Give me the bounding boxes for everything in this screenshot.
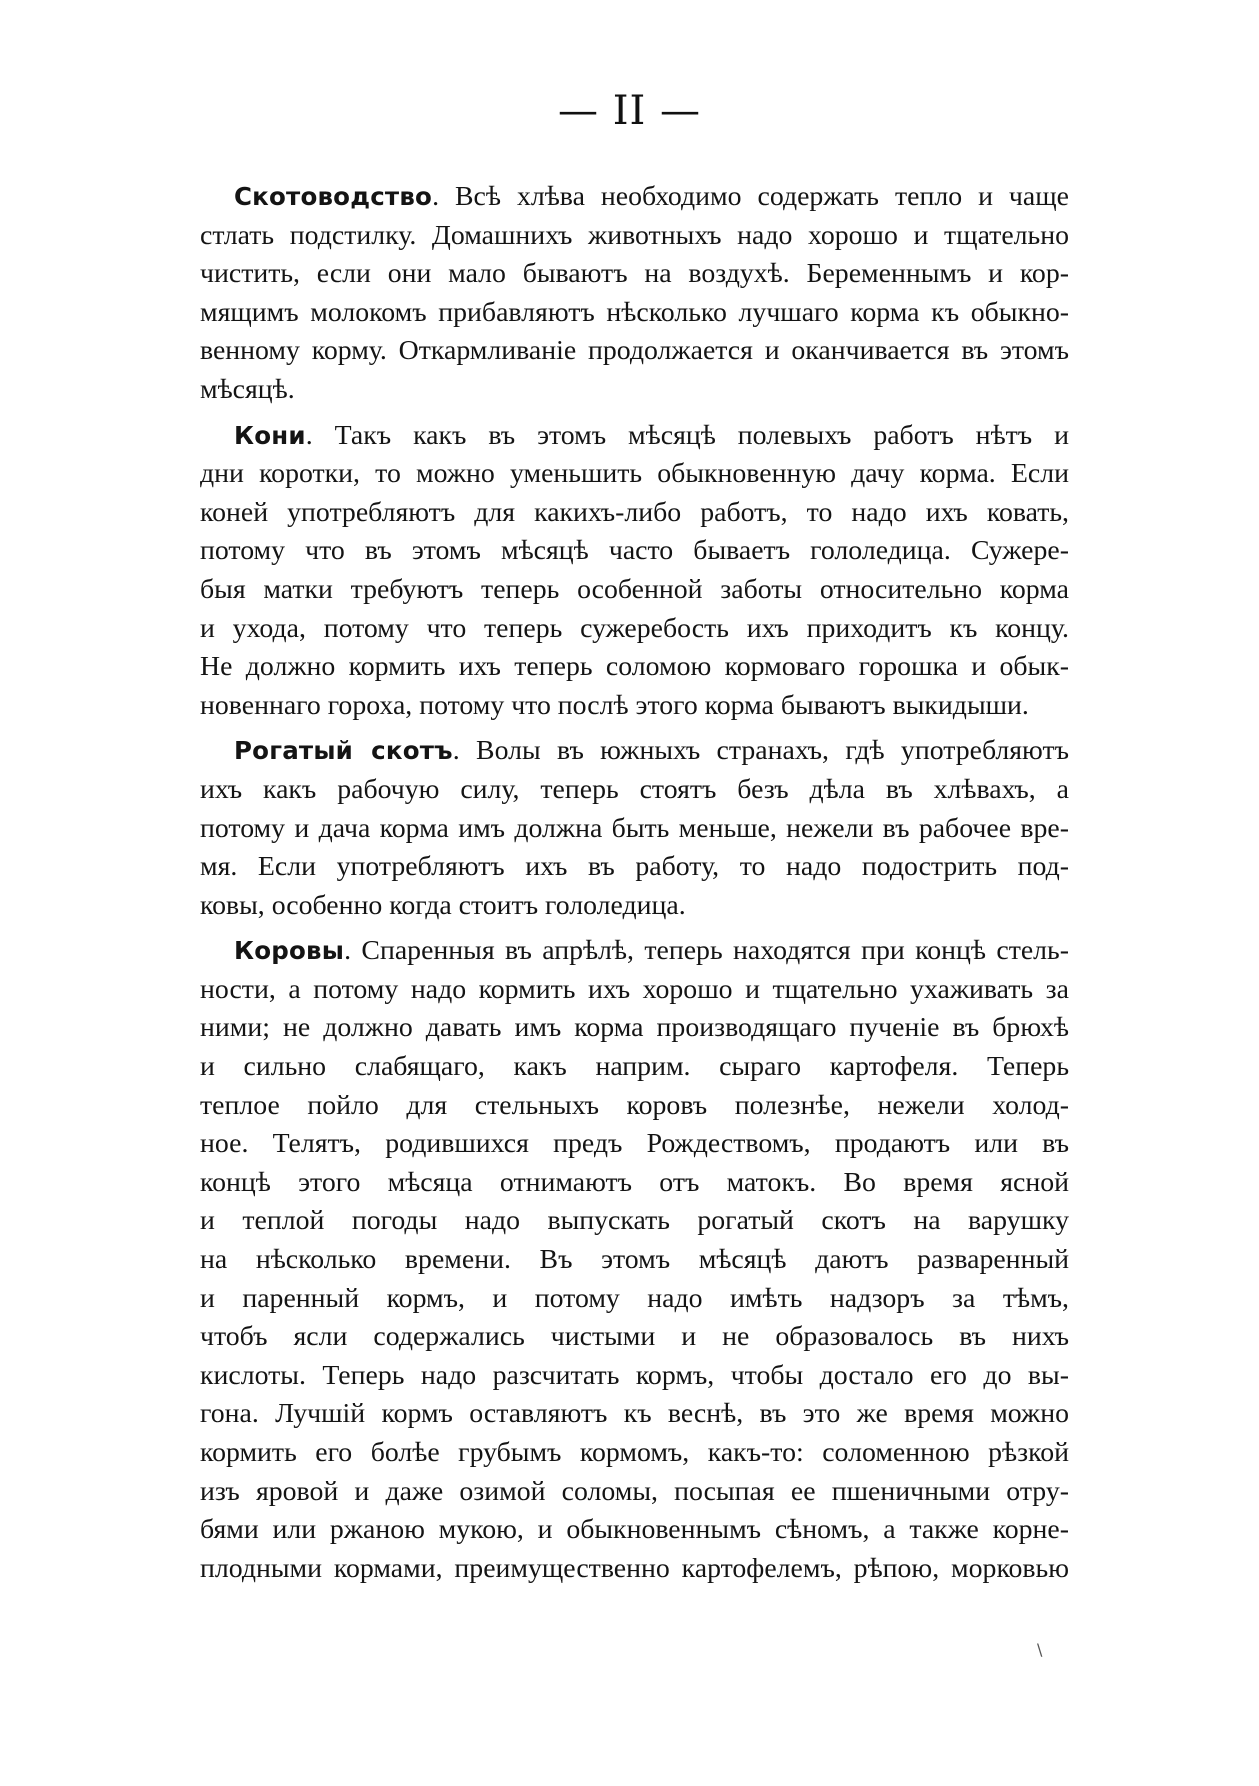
text-line: стлать подстилку. Домашнихъ животныхъ надо хорошо и тщательно xyxy=(200,219,1069,251)
section-heading: Рогатый скотъ xyxy=(234,736,453,766)
text-line: и ухода, потому что теперь сужеребость ихъ приходитъ къ концу. xyxy=(200,612,1069,644)
text-line: кормить его болѣе грубымъ кормомъ, какъ-то: соломенною рѣзкой xyxy=(200,1437,1069,1468)
text-line: ности, а потому надо кормить ихъ хорошо и тщательно ухаживать за xyxy=(200,973,1069,1005)
text-line-content: . Спаренныя въ апрѣлѣ, теперь находятся при концѣ стель- xyxy=(344,935,1069,967)
section-heading: Кони xyxy=(234,420,306,450)
text-line: дни коротки, то можно уменьшить обыкновенную дачу корма. Если xyxy=(200,458,1069,490)
text-line: изъ яровой и даже озимой соломы, посыпая ее пшеничными отру- xyxy=(200,1475,1069,1507)
text-line: ихъ какъ рабочую силу, теперь стоятъ безъ дѣла въ хлѣвахъ, а xyxy=(200,773,1069,805)
paragraph-horses xyxy=(166,417,1069,726)
text-line: кислоты. Теперь надо разсчитать кормъ, чтобы достало его до вы- xyxy=(200,1359,1069,1391)
text-line: мѣсяцѣ. xyxy=(200,373,295,405)
text-line-content: . Волы въ южныхъ странахъ, гдѣ употребляютъ xyxy=(452,735,1069,767)
text-line: на нѣсколько времени. Въ этомъ мѣсяцѣ даютъ разваренный xyxy=(200,1244,1069,1276)
text-line-content: . Всѣ хлѣва необходимо содержать тепло и чаще xyxy=(432,181,1069,212)
text-line: плодными кормами, преимущественно картофелемъ, рѣпою, морковью xyxy=(200,1552,1069,1584)
text-line-content: . Такъ какъ въ этомъ мѣсяцѣ полевыхъ работъ нѣтъ и xyxy=(305,419,1069,451)
text-line: потому и дача корма имъ должна быть меньше, нежели въ рабочее вре- xyxy=(200,812,1069,844)
text-line: ковы, особенно когда стоитъ гололедица. xyxy=(200,889,686,921)
text-line: ними; не должно давать имъ корма производящаго пученіе въ брюхѣ xyxy=(200,1012,1069,1044)
text-line: концѣ этого мѣсяца отнимаютъ отъ матокъ. Во время ясной xyxy=(200,1166,1069,1198)
text-line: мящимъ молокомъ прибавляютъ нѣсколько лучшаго корма къ обыкно- xyxy=(200,296,1069,328)
text-line: чтобъ ясли содержались чистыми и не образовалось въ нихъ xyxy=(200,1321,1069,1353)
text-line: гона. Лучшій кормъ оставляютъ къ веснѣ, въ это же время можно xyxy=(200,1398,1069,1430)
text-line: мя. Если употребляютъ ихъ въ работу, то надо подострить под- xyxy=(200,851,1069,883)
text-line xyxy=(166,932,1069,971)
paragraph-cattle xyxy=(166,732,1069,925)
margin-mark: \ xyxy=(1037,1640,1043,1659)
text-line: потому что въ этомъ мѣсяцѣ часто бываетъ гололедица. Сужере- xyxy=(200,535,1069,567)
page-number: — II — xyxy=(557,88,702,134)
text-line: теплое пойло для стельныхъ коровъ полезнѣе, нежели холод- xyxy=(200,1089,1069,1121)
text-line: бями или ржаною мукою, и обыкновеннымъ сѣномъ, а также корне- xyxy=(200,1514,1069,1546)
text-line xyxy=(166,178,1069,217)
page-body xyxy=(166,178,1069,1595)
text-line xyxy=(166,732,1069,771)
text-line: коней употребляютъ для какихъ-либо работъ, то надо ихъ ковать, xyxy=(200,496,1069,528)
paragraph-cows xyxy=(166,932,1069,1588)
text-line: чистить, если они мало бываютъ на воздухѣ. Беременнымъ и кор- xyxy=(200,258,1069,290)
text-line: венному корму. Откармливаніе продолжается и оканчивается въ этомъ xyxy=(200,335,1069,367)
section-heading: Коровы xyxy=(234,936,345,966)
text-line: ное. Телятъ, родившихся предъ Рождествомъ, продаютъ или въ xyxy=(200,1128,1069,1160)
text-line: новеннаго гороха, потому что послѣ этого корма бываютъ выкидыши. xyxy=(200,689,1029,721)
text-line: и сильно слабящаго, какъ наприм. сыраго картофеля. Теперь xyxy=(200,1051,1069,1083)
paragraph-livestock xyxy=(166,178,1069,410)
text-line xyxy=(166,417,1069,456)
text-line: быя матки требуютъ теперь особенной заботы относительно корма xyxy=(200,573,1069,605)
text-line: и теплой погоды надо выпускать рогатый скотъ на варушку xyxy=(200,1205,1069,1237)
section-heading: Скотоводство xyxy=(234,182,433,211)
text-line: и паренный кормъ, и потому надо имѣть надзоръ за тѣмъ, xyxy=(200,1282,1069,1314)
text-line: Не должно кормить ихъ теперь соломою кормоваго горошка и обык- xyxy=(200,651,1069,683)
